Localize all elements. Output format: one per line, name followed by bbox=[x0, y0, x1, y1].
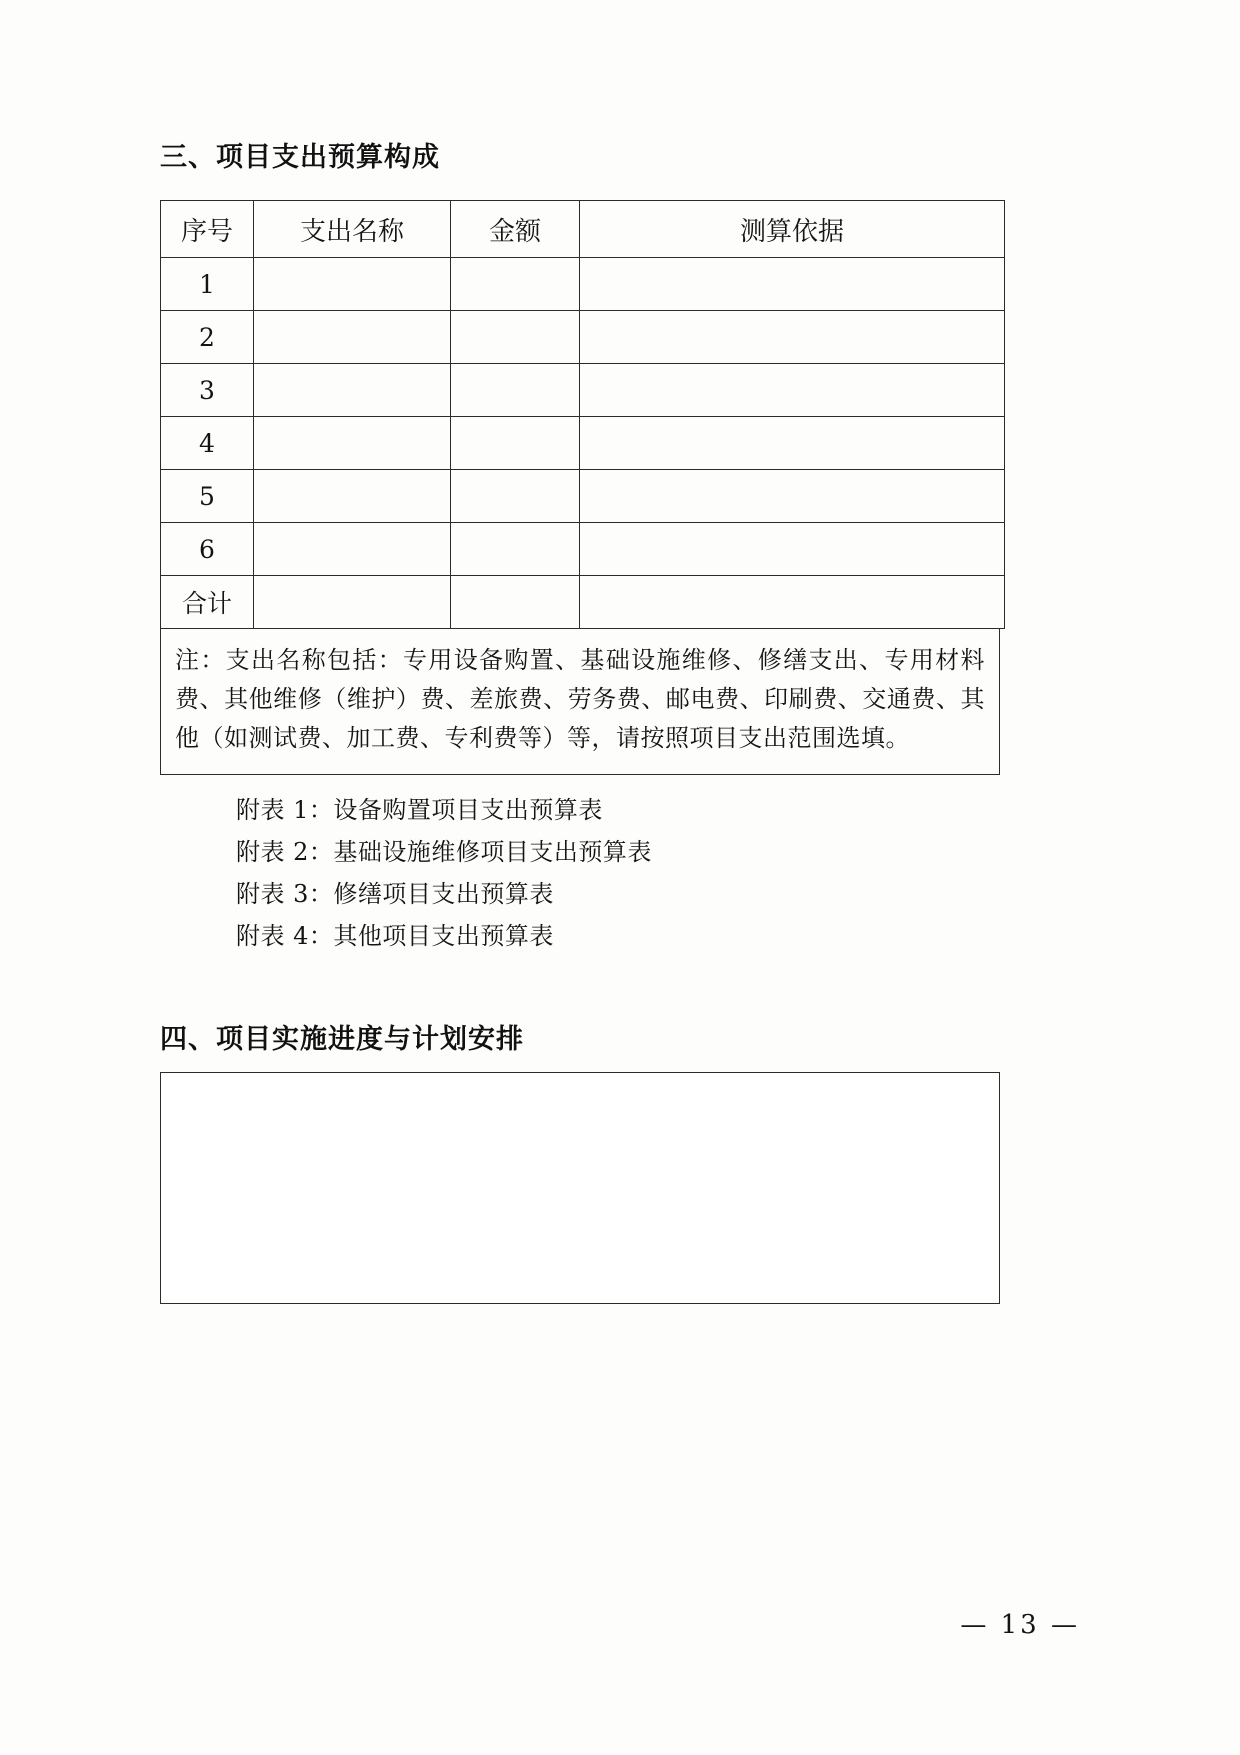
cell-amount[interactable] bbox=[451, 523, 580, 576]
cell-expense-name[interactable] bbox=[254, 417, 451, 470]
cell-no: 1 bbox=[161, 258, 254, 311]
column-header-basis: 测算依据 bbox=[580, 201, 1005, 258]
cell-expense-name[interactable] bbox=[254, 311, 451, 364]
section-heading-schedule: 四、项目实施进度与计划安排 bbox=[160, 1023, 524, 1055]
cell-amount[interactable] bbox=[451, 576, 580, 629]
table-row bbox=[161, 417, 1005, 470]
cell-no: 5 bbox=[161, 470, 254, 523]
cell-no: 3 bbox=[161, 364, 254, 417]
cell-basis[interactable] bbox=[580, 417, 1005, 470]
table-row bbox=[161, 258, 1005, 311]
budget-table-note: 注：支出名称包括：专用设备购置、基础设施维修、修缮支出、专用材料费、其他维修（维护）费、差旅费、劳务费、邮电费、印刷费、交通费、其他（如测试费、加工费、专利费等）等，请按照项目支出范围选填。 bbox=[160, 629, 1000, 775]
page-number: — 13 — bbox=[960, 1610, 1080, 1640]
cell-expense-name[interactable] bbox=[254, 364, 451, 417]
cell-basis[interactable] bbox=[580, 258, 1005, 311]
cell-amount[interactable] bbox=[451, 470, 580, 523]
column-header-expense-name: 支出名称 bbox=[254, 201, 451, 258]
table-row bbox=[161, 523, 1005, 576]
table-row bbox=[161, 470, 1005, 523]
cell-amount[interactable] bbox=[451, 258, 580, 311]
section-heading-budget: 三、项目支出预算构成 bbox=[160, 142, 440, 173]
list-item: 附表 2：基础设施维修项目支出预算表 bbox=[236, 837, 652, 866]
budget-composition-table bbox=[160, 200, 1005, 629]
cell-no: 6 bbox=[161, 523, 254, 576]
cell-basis[interactable] bbox=[580, 523, 1005, 576]
list-item: 附表 3：修缮项目支出预算表 bbox=[236, 879, 554, 908]
cell-no: 4 bbox=[161, 417, 254, 470]
cell-amount[interactable] bbox=[451, 417, 580, 470]
table-row-total bbox=[161, 576, 1005, 629]
cell-basis[interactable] bbox=[580, 311, 1005, 364]
cell-expense-name[interactable] bbox=[254, 470, 451, 523]
list-item: 附表 4：其他项目支出预算表 bbox=[236, 921, 554, 950]
table-header-row bbox=[161, 201, 1005, 258]
cell-basis[interactable] bbox=[580, 576, 1005, 629]
cell-expense-name[interactable] bbox=[254, 576, 451, 629]
list-item: 附表 1：设备购置项目支出预算表 bbox=[236, 795, 603, 824]
table-row bbox=[161, 364, 1005, 417]
cell-expense-name[interactable] bbox=[254, 523, 451, 576]
column-header-amount: 金额 bbox=[451, 201, 580, 258]
attachment-list bbox=[160, 789, 1000, 957]
table-row bbox=[161, 311, 1005, 364]
cell-expense-name[interactable] bbox=[254, 258, 451, 311]
schedule-input-box[interactable] bbox=[160, 1072, 1000, 1304]
cell-no: 2 bbox=[161, 311, 254, 364]
cell-basis[interactable] bbox=[580, 364, 1005, 417]
page-content bbox=[160, 135, 1000, 1304]
column-header-no: 序号 bbox=[161, 201, 254, 258]
cell-basis[interactable] bbox=[580, 470, 1005, 523]
cell-amount[interactable] bbox=[451, 364, 580, 417]
cell-total-label: 合计 bbox=[161, 576, 254, 629]
cell-amount[interactable] bbox=[451, 311, 580, 364]
